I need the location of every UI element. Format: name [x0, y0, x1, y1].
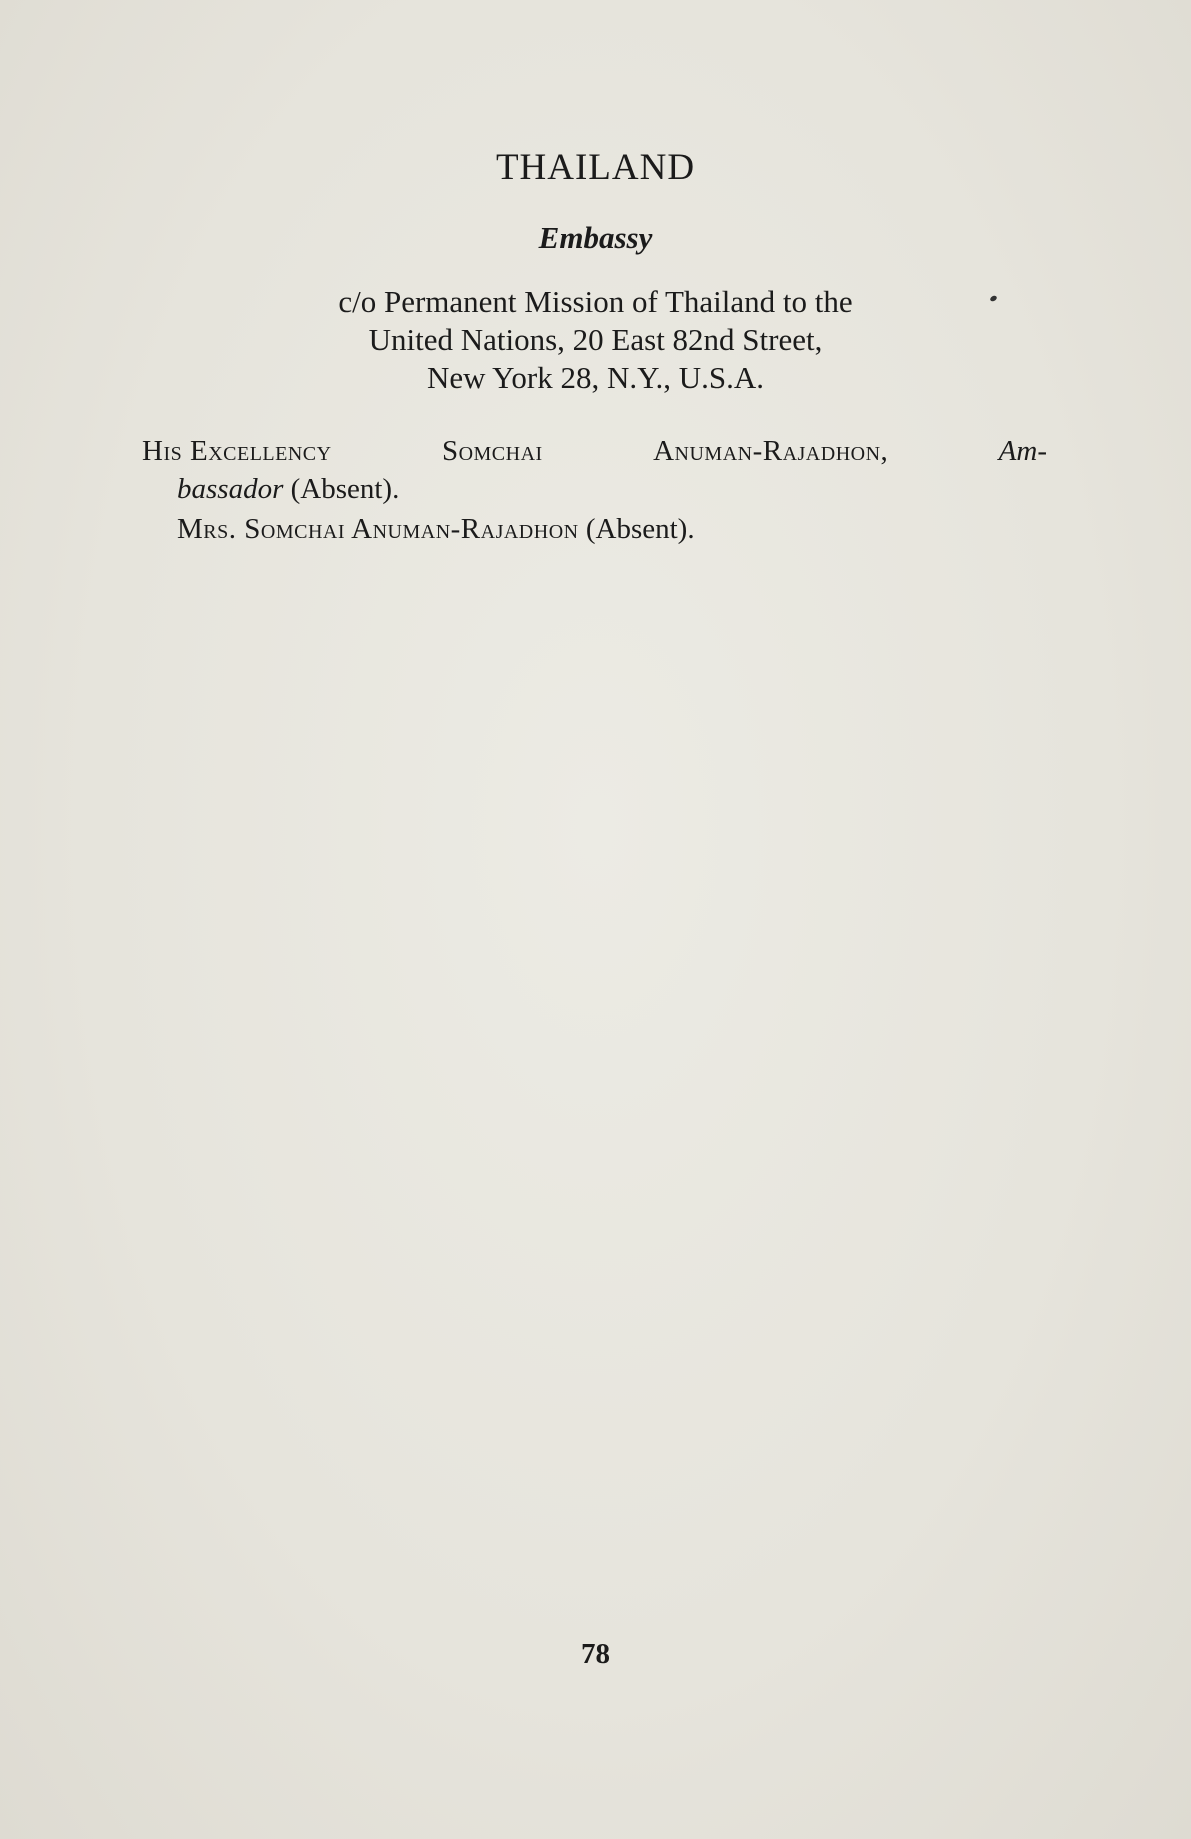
page-number: 78	[581, 1638, 610, 1670]
entry-ambassador	[142, 432, 1047, 508]
address-line: New York 28, N.Y., U.S.A.	[426, 360, 765, 395]
entry-status: (Absent).	[290, 473, 400, 505]
section-heading: Embassy	[538, 220, 653, 255]
entry-name: Mrs. Somchai Anuman-Rajadhon	[177, 513, 579, 545]
entry-line	[142, 470, 1047, 508]
address-block	[200, 283, 991, 397]
entry-name-honorific: His Excellency	[142, 435, 332, 467]
entry-name-given: Somchai	[441, 435, 543, 467]
entry-line	[142, 432, 1047, 470]
entry-name-family: Anuman-Rajadhon,	[653, 435, 889, 467]
entry-spouse	[177, 510, 695, 548]
entry-status: (Absent).	[585, 513, 695, 545]
country-heading: THAILAND	[495, 147, 696, 188]
address-line: c/o Permanent Mission of Thailand to the	[338, 284, 853, 319]
entry-title-end: bassador	[177, 473, 284, 505]
address-line: United Nations, 20 East 82nd Street,	[368, 322, 823, 357]
entry-title-start: Am-	[998, 435, 1047, 467]
